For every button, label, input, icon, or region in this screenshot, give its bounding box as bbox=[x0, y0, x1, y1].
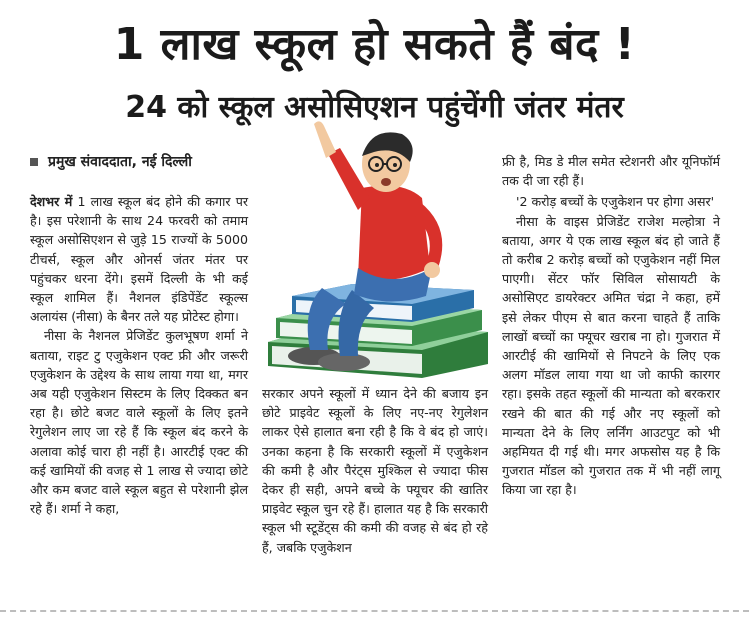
lead-words: देशभर में bbox=[30, 194, 73, 209]
paragraph-1-text: 1 लाख स्कूल बंद होने की कगार पर है। इस परेशानी के साथ 24 फरवरी को तमाम स्कूल असोसिएशन से जुड़े 15 राज्यों के 5000 टीचर्स, स्कूल और ओनर्स जंतर मंतर पर पहुंचकर धरना देंगे। इसमें दिल्ली के भी कई स्कूल शामिल हैं। नैशनल इंडिपेंडेंट स्कूल्स अलायंस (नीसा) के बैनर तले यह प्रोटेस्ट होगा। bbox=[30, 194, 248, 325]
paragraph-1 bbox=[30, 192, 248, 326]
byline-square-icon bbox=[30, 158, 38, 166]
paragraph-2: नीसा के नैशनल प्रेजिडेंट कुलभूषण शर्मा ने बताया, राइट टु एजुकेशन एक्ट फ्री और जरूरी एजुकेशन के उद्देश्य के साथ लाया गया था, मगर अब यही एजुकेशन सिस्टम के लिए दिक्कत बन रहा है। छोटे बजट वाले स्कूलों के लिए इतने रेगुलेशन लाए जा रहे हैं कि स्कूल बंद करने के अलावा कोई चारा ही नहीं है। आरटीई एक्ट की कई खामियों की वजह से 1 लाख से ज्यादा छोटे और कम बजट वाले स्कूल बहुत से परेशानी झेल रहे हैं। शर्मा ने कहा, bbox=[30, 328, 248, 517]
headline: 1 लाख स्कूल हो सकते हैं बंद ! bbox=[113, 19, 636, 70]
cartoon-illustration bbox=[262, 118, 494, 380]
dashed-divider bbox=[0, 610, 749, 612]
paragraph-3: सरकार अपने स्कूलों में ध्यान देने की बजाय इन छोटे प्राइवेट स्कूलों के लिए नए-नए रेगुलेशन लाकर ऐसे हालात बना रही है कि वे बंद हो जाएं। उनका कहना है कि सरकारी स्कूलों में एजुकेशन की कमी है और पैरंट्स मुश्किल से ज्यादा फीस देकर ही सही, अपने बच्चे के फ्यूचर की खातिर प्राइवेट स्कूल चुन रहे हैं। हालात यह है कि सरकारी स्कूल भी स्टूडेंट्स की कमी की वजह से बंद हो रहे हैं, जबकि एजुकेशन bbox=[262, 386, 488, 555]
byline bbox=[30, 152, 192, 171]
article-column-1 bbox=[30, 192, 248, 518]
paragraph-4: फ्री है, मिड डे मील समेत स्टेशनरी और यूनिफॉर्म तक दी जा रही हैं। bbox=[502, 154, 720, 189]
paragraph-5: नीसा के वाइस प्रेजिडेंट राजेश मल्होत्रा ने बताया, अगर ये एक लाख स्कूल बंद हो जाते हैं तो करीब 2 करोड़ बच्चों को एजुकेशन नहीं मिल पाएगी। सेंटर फॉर सिविल सोसायटी के असोसिएट डायरेक्टर अमित चंद्रा ने कहा, हमें इसे लेकर पीएम से बात करना चाहते हैं ताकि लाखों बच्चों का फ्यूचर खराब ना हो। गुजरात में आरटीई की खामियों से निपटने के लिए एक अलग मॉडल लाया गया था जो काफी कारगर रहा। इसके तहत स्कूलों की मान्यता को बरकरार रखने की बात की गई और नए स्कूलों को मान्यता देने के लिए लर्निंग आउटपुट को भी अहमियत दी गई थी। मगर अफसोस यह है कि गुजरात मॉडल को गुजरात तक में भी नहीं लागू किया जा रहा है। bbox=[502, 213, 720, 498]
byline-text: प्रमुख संवाददाता, नई दिल्ली bbox=[48, 154, 192, 170]
article-column-2 bbox=[262, 384, 488, 557]
pointing-finger-icon bbox=[314, 121, 336, 158]
shirt-icon bbox=[358, 186, 430, 281]
subheadline: 24 को स्कूल असोसिएशन पहुंचेंगी जंतर मंतर bbox=[125, 90, 624, 125]
sub-heading: '2 करोड़ बच्चों के एजुकेशन पर होगा असर' bbox=[516, 194, 715, 210]
article-column-3 bbox=[502, 152, 720, 500]
